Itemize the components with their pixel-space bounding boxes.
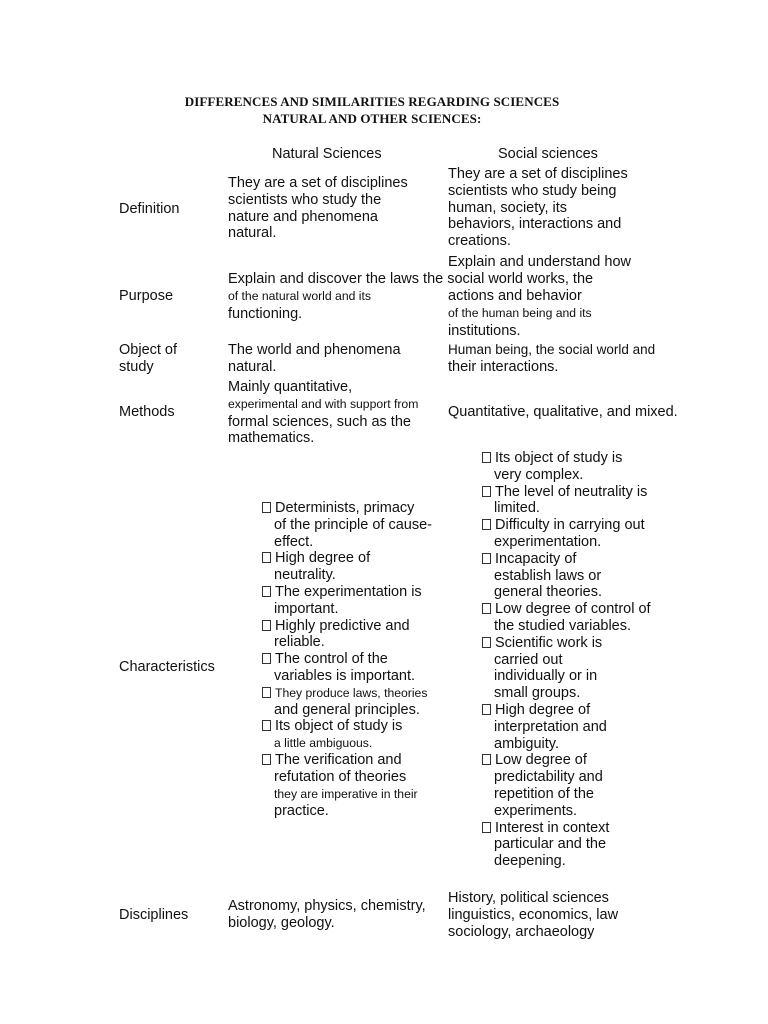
- bullet-text: Low degree of control of: [495, 601, 651, 618]
- bullet-text: refutation of theories: [274, 768, 407, 785]
- text-line: study: [119, 359, 154, 375]
- column-header-natural: Natural Sciences: [272, 146, 382, 162]
- definition-social-cell: [448, 166, 673, 250]
- characteristics-natural-list: [251, 500, 432, 820]
- list-item: [471, 551, 651, 601]
- bullet-text: The verification and: [275, 751, 402, 768]
- list-item: [251, 685, 432, 719]
- text-line: actions and behavior: [448, 288, 582, 304]
- list-item: [251, 550, 432, 584]
- bullet-text: High degree of: [275, 550, 371, 567]
- methods-social-cell: Quantitative, qualitative, and mixed.: [448, 404, 678, 420]
- document-title-line-1: DIFFERENCES AND SIMILARITIES REGARDING SCIENCES: [184, 94, 560, 109]
- list-item: [251, 651, 432, 685]
- text-line: institutions.: [448, 322, 521, 339]
- object-social-cell: [448, 342, 708, 376]
- bullet-text: Low degree of: [495, 752, 587, 769]
- bullet-text: neutrality.: [274, 567, 336, 584]
- checkbox-bullet-icon: [482, 822, 491, 833]
- text-line: experimental and with support from: [228, 396, 419, 411]
- row-label-characteristics: Characteristics: [119, 659, 215, 675]
- checkbox-bullet-icon: [262, 586, 271, 597]
- checkbox-bullet-icon: [482, 704, 491, 715]
- bullet-text: Incapacity of: [495, 550, 577, 567]
- checkbox-bullet-icon: [262, 620, 271, 631]
- bullet-text: repetition of the: [494, 785, 594, 802]
- purpose-social-cell: [448, 288, 673, 339]
- bullet-text: important.: [274, 600, 339, 617]
- row-label-disciplines: Disciplines: [119, 907, 189, 923]
- bullet-text: effect.: [274, 533, 314, 550]
- bullet-text: predictability and: [494, 769, 603, 786]
- list-item: [251, 584, 432, 618]
- bullet-text: Highly predictive and: [275, 617, 410, 634]
- bullet-text: reliable.: [274, 634, 325, 651]
- methods-natural-cell: [228, 379, 453, 447]
- list-item: [251, 718, 432, 752]
- bullet-text: Scientific work is: [495, 634, 603, 651]
- list-item: [471, 601, 651, 635]
- bullet-text: The level of neutrality is: [495, 483, 648, 500]
- checkbox-bullet-icon: [482, 452, 491, 463]
- bullet-text: carried out: [494, 651, 563, 668]
- text-line: They are a set of disciplines: [228, 175, 408, 191]
- object-natural-cell: [228, 342, 453, 376]
- disciplines-social-cell: [448, 890, 673, 940]
- text-line: their interactions.: [448, 358, 559, 375]
- text-line: They are a set of disciplines: [448, 166, 628, 182]
- bullet-text: of the principle of cause-: [274, 516, 432, 533]
- bullet-text: ambiguity.: [494, 735, 560, 752]
- row-label-purpose: Purpose: [119, 288, 174, 304]
- text-line: History, political sciences: [448, 890, 609, 906]
- text-line: mathematics.: [228, 430, 315, 447]
- bullet-text: very complex.: [494, 466, 584, 483]
- row-label-methods: Methods: [119, 404, 175, 420]
- bullet-text: The control of the: [275, 651, 388, 668]
- bullet-text: deepening.: [494, 853, 566, 870]
- list-item: [471, 484, 651, 518]
- list-item: [251, 618, 432, 652]
- checkbox-bullet-icon: [262, 687, 271, 698]
- text-line: functioning.: [228, 305, 303, 322]
- checkbox-bullet-icon: [262, 720, 271, 731]
- disciplines-natural-cell: [228, 898, 453, 932]
- text-line: scientists who study being: [448, 182, 617, 199]
- checkbox-bullet-icon: [262, 552, 271, 563]
- list-item: [471, 702, 651, 752]
- text-line: natural.: [228, 225, 277, 242]
- list-item: [251, 500, 432, 550]
- text-line: behaviors, interactions and: [448, 216, 622, 233]
- document-title-line-2: NATURAL AND OTHER SCIENCES:: [262, 111, 482, 126]
- bullet-text: Interest in context: [495, 819, 610, 836]
- bullet-text: practice.: [274, 803, 329, 820]
- bullet-text: general theories.: [494, 584, 603, 601]
- checkbox-bullet-icon: [482, 603, 491, 614]
- bullet-text: a little ambiguous.: [274, 736, 373, 751]
- bullet-text: The experimentation is: [275, 583, 422, 600]
- bullet-text: and general principles.: [274, 701, 420, 718]
- checkbox-bullet-icon: [482, 519, 491, 530]
- bullet-text: Its object of study is: [275, 718, 403, 735]
- bullet-text: Its object of study is: [495, 450, 623, 466]
- purpose-spanning-line: Explain and discover the laws the social world works, the: [228, 271, 594, 287]
- bullet-text: the studied variables.: [494, 617, 632, 634]
- list-item: [471, 752, 651, 819]
- text-line: creations.: [448, 233, 511, 250]
- text-line: Astronomy, physics, chemistry,: [228, 898, 426, 914]
- text-line: sociology, archaeology: [448, 923, 595, 940]
- checkbox-bullet-icon: [482, 637, 491, 648]
- text-line: human, society, its: [448, 199, 568, 216]
- list-item: [471, 820, 651, 870]
- text-line: biology, geology.: [228, 914, 335, 931]
- text-line: nature and phenomena: [228, 208, 378, 225]
- text-line: of the human being and its: [448, 305, 592, 320]
- characteristics-social-list: [471, 450, 651, 870]
- list-item: [471, 635, 651, 702]
- bullet-text: they are imperative in their: [274, 786, 418, 801]
- text-line: natural.: [228, 358, 277, 375]
- column-header-social: Social sciences: [498, 146, 598, 162]
- text-line: formal sciences, such as the: [228, 413, 411, 430]
- checkbox-bullet-icon: [262, 653, 271, 664]
- list-item: [471, 450, 651, 484]
- text-line: Object of: [119, 342, 178, 358]
- bullet-text: High degree of: [495, 701, 591, 718]
- purpose-natural-cell: [228, 288, 453, 323]
- bullet-text: small groups.: [494, 685, 581, 702]
- checkbox-bullet-icon: [482, 486, 491, 497]
- checkbox-bullet-icon: [262, 502, 271, 513]
- row-label-definition: Definition: [119, 201, 180, 217]
- bullet-text: establish laws or: [494, 567, 602, 584]
- checkbox-bullet-icon: [262, 754, 271, 765]
- bullet-text: experimentation.: [494, 533, 602, 550]
- purpose-social-first-line: Explain and understand how: [448, 254, 631, 270]
- bullet-text: individually or in: [494, 668, 598, 685]
- text-line: Mainly quantitative,: [228, 379, 353, 395]
- definition-natural-cell: [228, 175, 453, 242]
- bullet-text: variables is important.: [274, 667, 416, 684]
- text-line: Human being, the social world and: [448, 342, 656, 357]
- row-label-object-of-study: [119, 342, 177, 376]
- list-item: [251, 752, 432, 820]
- bullet-text: experiments.: [494, 802, 578, 819]
- list-item: [471, 517, 651, 551]
- text-line: The world and phenomena: [228, 342, 401, 358]
- bullet-text: They produce laws, theories: [275, 685, 428, 700]
- text-line: scientists who study the: [228, 191, 382, 208]
- bullet-text: Difficulty in carrying out: [495, 517, 645, 534]
- text-line: linguistics, economics, law: [448, 906, 619, 923]
- text-line: of the natural world and its: [228, 289, 371, 303]
- bullet-text: particular and the: [494, 836, 607, 853]
- checkbox-bullet-icon: [482, 553, 491, 564]
- bullet-text: Determinists, primacy: [275, 500, 415, 516]
- bullet-text: interpretation and: [494, 718, 607, 735]
- checkbox-bullet-icon: [482, 754, 491, 765]
- bullet-text: limited.: [494, 500, 540, 517]
